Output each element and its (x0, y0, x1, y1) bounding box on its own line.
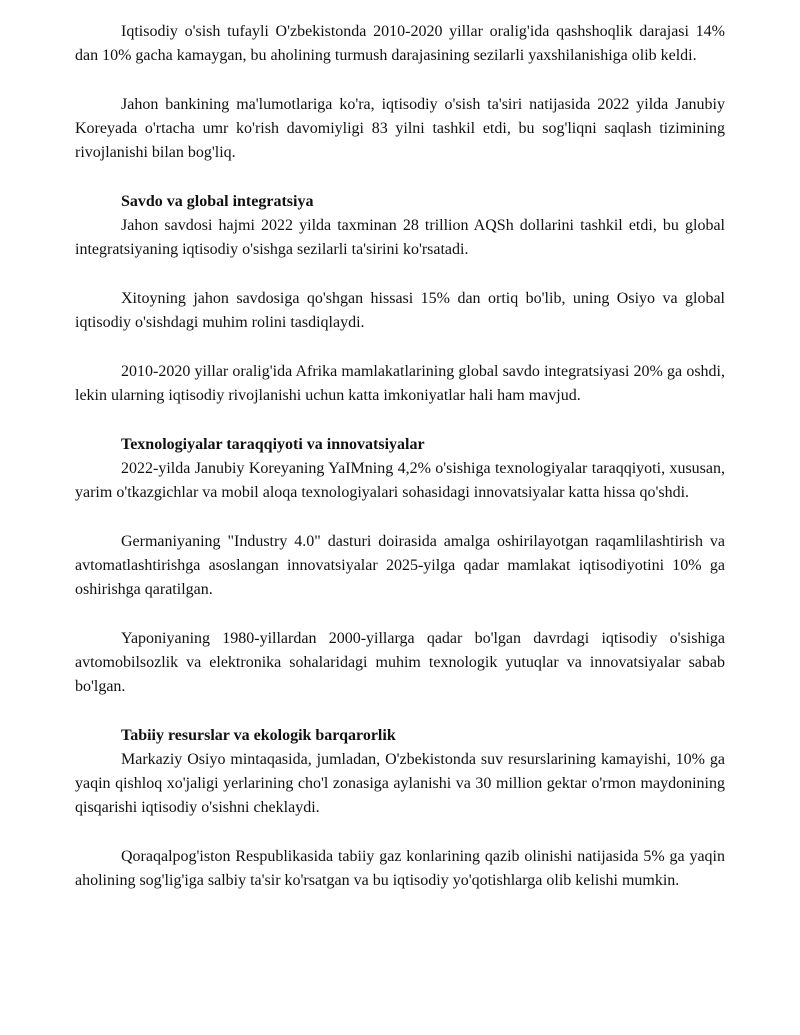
paragraph-central-asia-water: Markaziy Osiyo mintaqasida, jumladan, O'zbekistonda suv resurslarining kamayishi, 10% ga yaqin qishloq xo'jaligi yerlarining cho'l zonasiga aylanishi va 30 million gektar o'rmon maydonining qisqarishi iqtisodiy o'sishni cheklaydi. (75, 751, 725, 816)
paragraph-life-expectancy: Jahon bankining ma'lumotlariga ko'ra, iqtisodiy o'sish ta'siri natijasida 2022 yilda Janubiy Koreyada o'rtacha umr ko'rish davomiyligi 83 yilni tashkil etdi, bu sog'liqni saqlash tizimining rivojlanishi bilan bog'liq. (75, 96, 725, 161)
section-heading-technology: Texnologiyalar taraqqiyoti va innovatsiyalar (121, 436, 425, 453)
paragraph-china-trade: Xitoyning jahon savdosiga qo'shgan hissasi 15% dan ortiq bo'lib, uning Osiyo va global iqtisodiy o'sishdagi muhim rolini tasdiqlaydi. (75, 290, 725, 331)
paragraph-japan-growth: Yaponiyaning 1980-yillardan 2000-yillarga qadar bo'lgan davrdagi iqtisodiy o'sishiga avtomobilsozlik va elektronika sohalaridagi muhim texnologik yutuqlar va innovatsiyalar sabab bo'lgan. (75, 630, 725, 695)
section-heading-resources: Tabiiy resurslar va ekologik barqarorlik (121, 727, 396, 744)
section-heading-trade: Savdo va global integratsiya (121, 193, 314, 210)
paragraph-poverty: Iqtisodiy o'sish tufayli O'zbekistonda 2010-2020 yillar oralig'ida qashshoqlik darajasi 14% dan 10% gacha kamaygan, bu aholining turmush darajasining sezilarli yaxshilanishiga olib keldi. (75, 23, 725, 64)
paragraph-germany-industry: Germaniyaning "Industry 4.0" dasturi doirasida amalga oshirilayotgan raqamlilashtirish va avtomatlashtirishga asoslangan innovatsiyalar 2025-yilga qadar mamlakat iqtisodiyotini 10% ga oshirishga qaratilgan. (75, 533, 725, 598)
paragraph-korea-tech: 2022-yilda Janubiy Koreyaning YaIMning 4,2% o'sishiga texnologiyalar taraqqiyoti, xususan, yarim o'tkazgichlar va mobil aloqa texnologiyalari sohasidagi innovatsiyalar katta hissa qo'shdi. (75, 460, 725, 501)
paragraph-karakalpakstan-gas: Qoraqalpog'iston Respublikasida tabiiy gaz konlarining qazib olinishi natijasida 5% ga yaqin aholining sog'lig'iga salbiy ta'sir ko'rsatgan va bu iqtisodiy yo'qotishlarga olib kelishi mumkin. (75, 848, 725, 889)
paragraph-africa-trade: 2010-2020 yillar oralig'ida Afrika mamlakatlarining global savdo integratsiyasi 20% ga oshdi, lekin ularning iqtisodiy rivojlanishi uchun katta imkoniyatlar hali ham mavjud. (75, 363, 725, 404)
paragraph-world-trade: Jahon savdosi hajmi 2022 yilda taxminan 28 trillion AQSh dollarini tashkil etdi, bu global integratsiyaning iqtisodiy o'sishga sezilarli ta'sirini ko'rsatadi. (75, 217, 725, 258)
document-page (75, 20, 725, 918)
